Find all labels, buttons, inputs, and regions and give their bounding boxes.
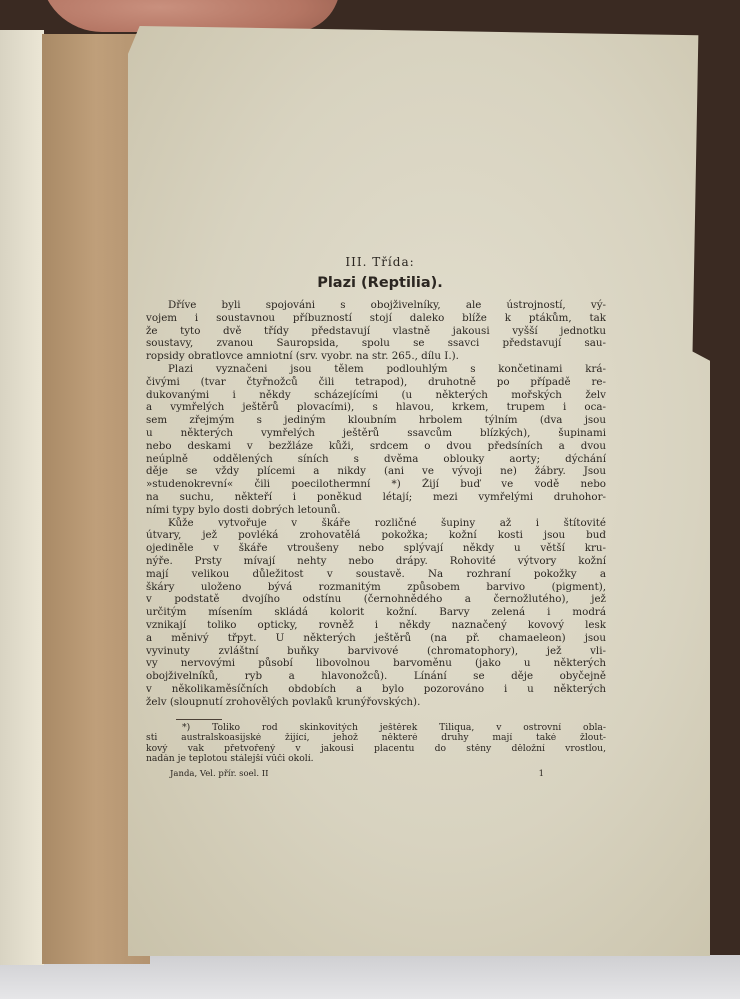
left-page-edge (0, 30, 44, 965)
text-line: určitým mísením skládá kolorit kožní. Barvy zelená i modrá (146, 606, 606, 619)
paragraph (146, 517, 606, 709)
text-line: čivými (tvar čtyřnožců čili tetrapod), druhotně po případě re- (146, 375, 606, 388)
text-line: obojživelníků, ryb a hlavonožců). Línání se děje obyčejně (146, 670, 606, 683)
text-line: vojem i soustavnou příbuzností stojí daleko blíže k ptákům, tak (146, 311, 606, 324)
footnote-line: sti australskoasijské žijící, jehož některé druhy mají také žlout- (146, 733, 606, 744)
chapter-title: Plazi (Reptilia). (317, 275, 443, 291)
text-line: dukovanými i někdy scházejícími (u některých mořských želv (146, 388, 606, 401)
page-text (146, 255, 606, 781)
text-line: a vymřelých ještěrů plovacími), s hlavou, krkem, trupem i oca- (146, 401, 606, 414)
page-footer (146, 769, 606, 781)
text-line: ropsidy obratlovce amniotní (srv. vyobr. na str. 265., dílu I.). (146, 350, 459, 363)
text-line: ojediněle v škáře vtroušeny nebo splývají někdy u větší kru- (146, 542, 606, 555)
text-line: soustavy, zvanou Sauropsida, spolu se ssavci představují sau- (146, 337, 606, 350)
text-line: děje se vždy plícemi a nikdy (ani ve vývoji ne) žábry. Jsou (146, 465, 606, 478)
text-line: sem zřejmým s jediným kloubním hrbolem týlním (dva jsou (146, 414, 606, 427)
text-line: a měnivý třpyt. U některých ještěrů (na př. chamaeleon) jsou (146, 631, 606, 644)
text-line: mají velikou důležitost v soustavě. Na rozhraní pokožky a (146, 567, 606, 580)
text-line: neúplně oddělených síních s dvěma oblouky aorty; dýchání (146, 452, 606, 465)
text-line: nebo deskami v bezžláze kůži, srdcem o dvou předsíních a dvou (146, 439, 606, 452)
printer-signature: Janda, Vel. přír. soel. II (170, 768, 269, 779)
text-line: vznikají toliko opticky, rovněž i někdy naznačený kovový lesk (146, 618, 606, 631)
text-line: Kůže vytvořuje v škáře rozličné šupiny až i štítovité (168, 516, 606, 529)
text-line: vyvinuty zvláštní buňky barvivové (chromatophory), jež vli- (146, 644, 606, 657)
text-line: nýře. Prsty mívají nehty nebo drápy. Rohovité výtvory kožní (146, 554, 606, 567)
sheet-number: 1 (538, 768, 544, 779)
paragraph (146, 299, 606, 363)
text-line: u některých vymřelých ještěrů ssavcům blízkých), šupinami (146, 426, 606, 439)
paragraph (146, 363, 606, 517)
text-line: Plazi vyznačeni jsou tělem podlouhlým s končetinami krá- (168, 362, 606, 375)
text-line: v podstatě dvojího odstínu (černohnědého a černožlutého), jež (146, 593, 606, 606)
text-line: na suchu, někteří i poněkud létají; mezi vymřelými druhohor- (146, 490, 606, 503)
class-heading: III. Třída: (345, 255, 415, 269)
footnote-rule (176, 719, 222, 720)
text-line: ními typy bylo dosti dobrých letounů. (146, 503, 341, 516)
text-line: že tyto dvě třídy představují vlastně jakousi vyšší jednotku (146, 324, 606, 337)
footnote-line: *) Toliko rod skinkovitých ještěrek Tiliqua, v ostrovní obla- (182, 722, 606, 733)
footnote-line: nadán je teplotou stálejší vůči okolí. (146, 754, 314, 765)
text-line: želv (sloupnutí zrohovělých povlaků krunýřovských). (146, 695, 421, 708)
text-line: škáry uloženo bývá rozmanitým způsobem barvivo (pigment), (146, 580, 606, 593)
text-line: vy nervovými působí libovolnou barvoměnu (jako u některých (146, 657, 606, 670)
footnote (146, 723, 606, 765)
text-line: útvary, jež povléká zrohovatělá pokožka; kožní kosti jsou buď (146, 529, 606, 542)
text-line: v několikaměsíčních obdobích a bylo pozorováno i u některých (146, 682, 606, 695)
text-line: Dříve byli spojováni s obojživelníky, ale ústrojností, vý- (168, 299, 606, 311)
text-line: »studenokrevní« čili poecilothermní *) Žijí buď ve vodě nebo (146, 478, 606, 491)
footnote-line: kový vak přetvořený v jakousi placentu do stěny děložní vrostlou, (146, 743, 606, 754)
